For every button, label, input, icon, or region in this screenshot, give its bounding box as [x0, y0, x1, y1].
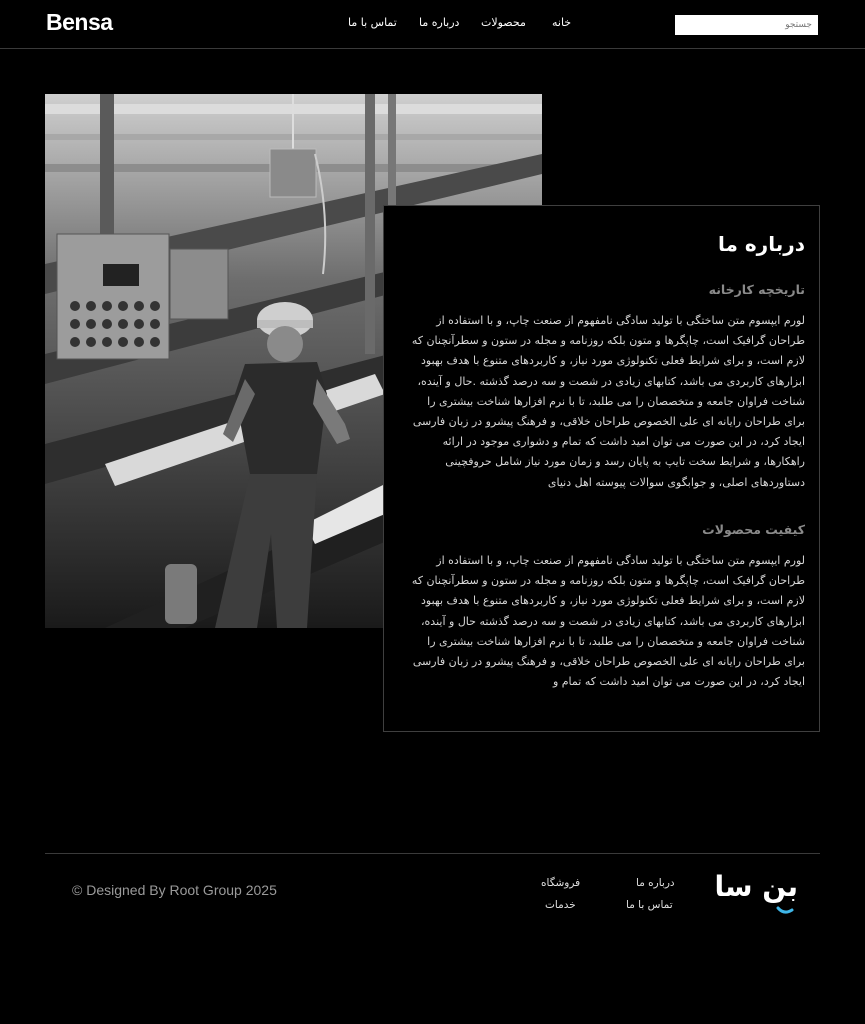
site-header: [0, 0, 865, 49]
history-title: تاریخچه کارخانه: [708, 282, 805, 297]
about-title: درباره ما: [718, 232, 805, 256]
quality-text: لورم ایپسوم متن ساختگی با تولید سادگی نامفهوم از صنعت چاپ، و با استفاده از طراحان گرافیک است، چاپگرها و متون بلکه روزنامه و مجله در ستون و سطرآنچنان که لازم است، و برای شرایط فعلی تکنولوژی مورد نیاز، و کاربردهای متنوع با هدف بهبود ابزارهای کاربردی می باشد، کتابهای زیادی در شصت و سه درصد گذشته حال و آینده، شناخت فراوان جامعه و متخصصان را می طلبد، تا با نرم افزارها شناخت بیشتری را برای طراحان رایانه ای علی الخصوص طراحان خلاقی، و فرهنگ پیشرو در زبان فارسی ایجاد کرد، در این صورت می توان امید داشت که تمام و: [411, 554, 805, 689]
footer-link-about[interactable]: درباره ما: [636, 877, 675, 889]
footer-link-contact[interactable]: تماس با ما: [626, 899, 673, 911]
footer-link-shop[interactable]: فروشگاه: [541, 877, 581, 889]
search-input[interactable]: [675, 15, 818, 35]
footer-link-services[interactable]: خدمات: [545, 899, 576, 911]
nav-contact[interactable]: تماس با ما: [348, 16, 397, 29]
nav-home[interactable]: خانه: [552, 16, 572, 29]
nav-about[interactable]: درباره ما: [419, 16, 460, 29]
about-card: [383, 205, 820, 732]
site-logo[interactable]: Bensa: [46, 9, 113, 35]
quality-title: کیفیت محصولات: [702, 522, 805, 537]
footer-logo-accent: [716, 868, 798, 918]
nav-products[interactable]: محصولات: [481, 16, 526, 29]
footer-logo[interactable]: [716, 868, 798, 918]
history-text: لورم ایپسوم متن ساختگی با تولید سادگی نامفهوم از صنعت چاپ، و با استفاده از طراحان گرافیک است، چاپگرها و متون بلکه روزنامه و مجله در ستون و سطرآنچنان که لازم است، و برای شرایط فعلی تکنولوژی مورد نیاز، و کاربردهای متنوع با هدف بهبود ابزارهای کاربردی می باشد، کتابهای زیادی در شصت و سه درصد گذشته .حال و آینده، شناخت فراوان جامعه و متخصصان را می طلبد، تا با نرم افزارها شناخت بیشتری را برای طراحان رایانه ای علی الخصوص طراحان خلاقی، و فرهنگ پیشرو در زبان فارسی ایجاد کرد، در این صورت می توان امید داشت که تمام و دشواری موجود در ارائه راهکارها، و شرایط سخت تایپ به پایان رسد و زمان مورد نیاز شامل حروفچینی دستاوردهای اصلی، و جوابگوی سوالات پیوسته اهل دنیای: [411, 314, 805, 489]
footer-credit: © Designed By Root Group 2025: [72, 882, 277, 898]
footer-logo-text: بن سا: [714, 870, 798, 903]
footer-divider: [45, 853, 820, 854]
